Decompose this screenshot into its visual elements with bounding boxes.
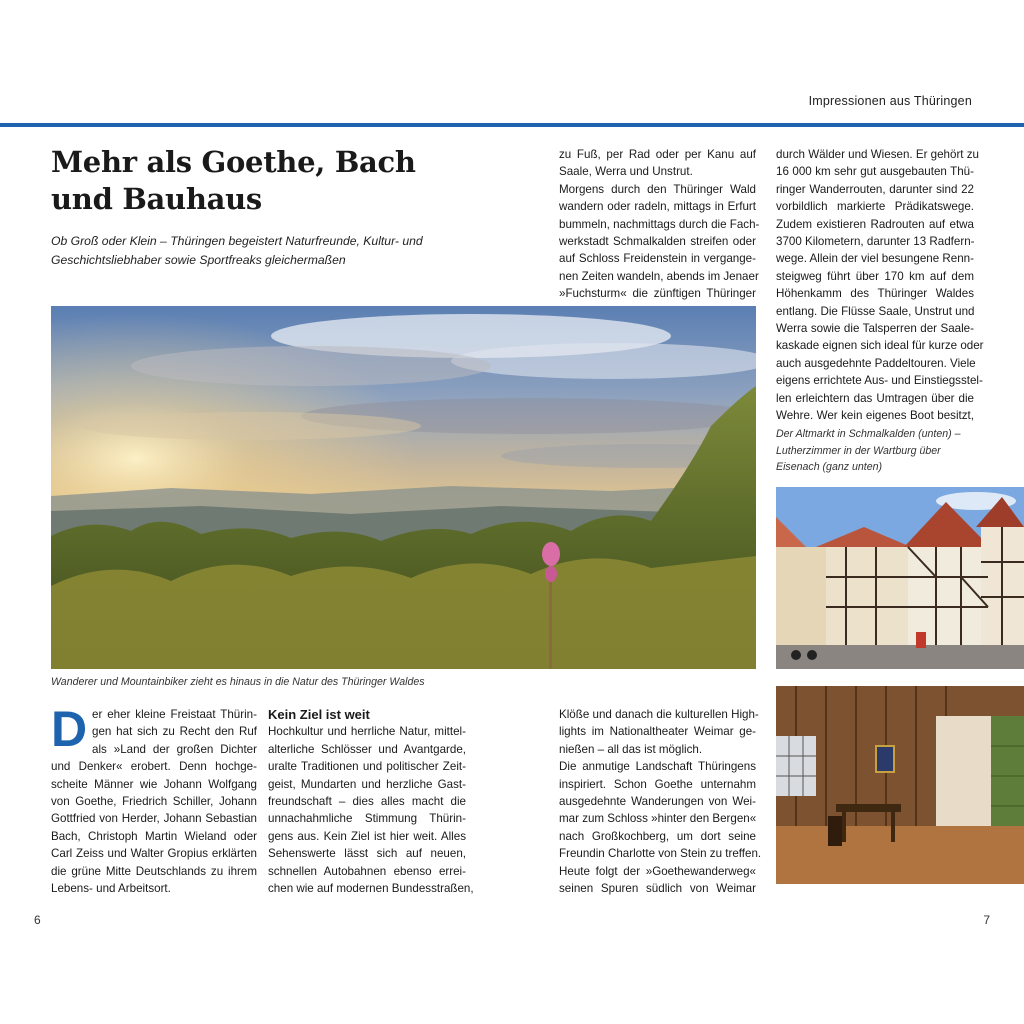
text-line: gen hat sich zu Recht den Ruf: [92, 725, 257, 739]
text-line: zu Fuß, per Rad oder per Kanu auf: [559, 148, 756, 161]
text-line: vorbildlich markierte Prädikatswege.: [776, 200, 974, 214]
text-column-bottom-right: [559, 706, 762, 897]
text-line: Freundin Charlotte von Stein zu treffen.: [559, 847, 762, 861]
text-line: Die anmutige Landschaft Thüringens: [559, 760, 756, 774]
text-line: seinen Spuren südlich von Weimar: [559, 882, 756, 896]
text-column-bottom-left: [51, 701, 257, 897]
text-line: gens aus. Kein Ziel ist hier weit. Alles: [268, 829, 466, 843]
text-line: len erleichtern das Umtragen über die: [776, 391, 974, 405]
text-line: lights im Nationaltheater Weimar ge-: [559, 725, 756, 739]
text-line: Höhenkamm des Thüringer Waldes: [776, 287, 974, 301]
forest-landscape-photo: [51, 306, 756, 669]
caption-line: Der Altmarkt in Schmalkalden (unten) –: [776, 428, 961, 440]
text-line: geist, Mundarten und herzliche Gast-: [268, 777, 466, 791]
text-line: Lebens- und Arbeitsort.: [51, 882, 171, 896]
title-line: Mehr als Goethe, Bach: [51, 145, 416, 179]
text-line: Heute folgt der »Goethewanderweg«: [559, 864, 756, 878]
text-line: von Goethe, Friedrich Schiller, Johann: [51, 795, 257, 809]
text-line: 16 000 km sehr gut ausgebauten Thü-: [776, 165, 974, 179]
text-line: Carl Zeiss und Walter Gropius erklärten: [51, 847, 257, 861]
text-column-top-right: [776, 146, 984, 425]
text-line: Werra sowie die Talsperren der Saale-: [776, 322, 974, 336]
text-line: »Fuchsturm« die zünftigen Thüringer: [559, 287, 756, 301]
article-title: [51, 144, 471, 218]
text-line: Zudem existieren Radrouten auf etwa: [776, 217, 974, 231]
page-number-right: 7: [983, 913, 990, 927]
text-line: Klöße und danach die kulturellen High-: [559, 708, 759, 721]
text-line: entlang. Die Flüsse Saale, Unstrut und: [776, 304, 975, 318]
caption-line: Eisenach (ganz unten): [776, 461, 883, 473]
section-heading: Kein Ziel ist weit: [268, 707, 370, 722]
text-line: chen wie auf modernen Bundesstraßen,: [268, 882, 474, 896]
text-line: wege. Allein der viel besungene Renn-: [776, 252, 974, 266]
text-column-top-middle: [559, 146, 760, 303]
drop-cap: D: [51, 701, 88, 757]
subtitle-line: Ob Groß oder Klein – Thüringen begeistert Naturfreunde, Kultur- und: [51, 234, 423, 248]
text-line: werkstadt Schmalkalden streifen oder: [559, 235, 756, 249]
text-line: freundschaft – dies alles macht die: [268, 795, 466, 809]
text-line: nen Zeiten wandeln, abends im Jenaer: [559, 269, 759, 283]
text-line: die grüne Mitte Deutschlands zu ihrem: [51, 864, 257, 878]
text-column-bottom-middle: [268, 706, 474, 897]
text-line: inspiriert. Schon Goethe unternahm: [559, 777, 756, 791]
text-line: bummeln, nachmittags durch die Fach-: [559, 217, 760, 231]
text-line: auf Schloss Freidenstein in vergange-: [559, 252, 756, 266]
text-line: auch ausgedehnte Paddeltouren. Viele: [776, 356, 976, 370]
text-line: alterliche Schlösser und Avantgarde,: [268, 742, 466, 756]
side-photos-caption: [776, 426, 976, 476]
text-line: Saale, Werra und Unstrut.: [559, 165, 693, 179]
text-line: uralte Traditionen und politischer Zeit-: [268, 760, 466, 774]
article-subtitle: [51, 232, 471, 270]
text-line: als »Land der großen Dichter: [92, 742, 257, 756]
text-line: Hochkultur und herrliche Natur, mittel-: [268, 725, 466, 739]
header-rule: [0, 123, 1024, 127]
text-line: er eher kleine Freistaat Thürin-: [92, 708, 257, 721]
text-line: und Denker« erobert. Denn hochge-: [51, 760, 257, 774]
text-line: Morgens durch den Thüringer Wald: [559, 182, 756, 196]
page-number-left: 6: [34, 913, 41, 927]
text-line: ausgedehnte Wanderungen von Wei-: [559, 795, 756, 809]
text-line: durch Wälder und Wiesen. Er gehört zu: [776, 148, 979, 161]
text-line: Wehre. Wer kein eigenes Boot besitzt,: [776, 409, 974, 423]
text-line: kaskade eignen sich ideal für kurze oder: [776, 339, 984, 353]
section-header: Impressionen aus Thüringen: [808, 94, 972, 108]
text-line: Sehenswerte lässt sich auf neuen,: [268, 847, 466, 861]
caption-line: Lutherzimmer in der Wartburg über: [776, 444, 941, 457]
text-line: nießen – all das ist möglich.: [559, 742, 703, 756]
text-line: steigweg führt über 170 km auf dem: [776, 269, 974, 283]
altmarkt-schmalkalden-photo: [776, 487, 1024, 669]
main-photo-caption: Wanderer und Mountainbiker zieht es hinaus in die Natur des Thüringer Waldes: [51, 676, 425, 688]
text-line: schnellen Autobahnen ebenso errei-: [268, 864, 466, 878]
subtitle-line: Geschichtsliebhaber sowie Sportfreaks gleichermaßen: [51, 253, 346, 267]
text-line: eigens errichtete Aus- und Einstiegsstel-: [776, 374, 983, 388]
text-line: scheite Männer wie Johann Wolfgang: [51, 777, 257, 791]
text-line: Bach, Christoph Martin Wieland oder: [51, 829, 257, 843]
text-line: Gottfried von Herder, Johann Sebastian: [51, 812, 257, 826]
text-line: wandern oder radeln, mittags in Erfurt: [559, 200, 756, 214]
lutherzimmer-wartburg-photo: [776, 686, 1024, 884]
text-line: 3700 Kilometern, darunter 13 Radfern-: [776, 235, 975, 249]
text-line: nach Großkochberg, um dort seine: [559, 829, 756, 843]
text-line: mar zum Schloss »hinter den Bergen«: [559, 812, 757, 826]
text-line: ringer Wanderrouten, darunter sind 22: [776, 182, 974, 196]
title-line: und Bauhaus: [51, 182, 262, 216]
text-line: unnachahmliche Stimmung Thürin-: [268, 812, 466, 826]
